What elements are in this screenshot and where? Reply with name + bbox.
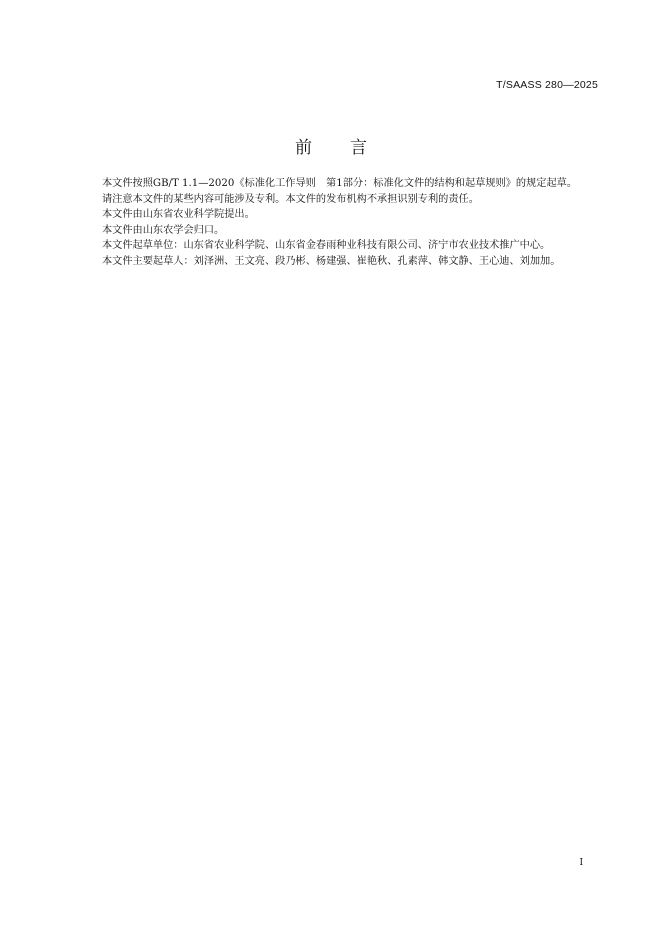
paragraph-administrator: 本文件由山东农学会归口。 (102, 224, 225, 236)
paragraph-patent-notice: 请注意本文件的某些内容可能涉及专利。本文件的发布机构不承担识别专利的责任。 (102, 193, 479, 205)
paragraph-proposer: 本文件由山东省农业科学院提出。 (102, 209, 255, 220)
paragraph-drafting-basis: 本文件按照GB/T 1.1—2020《标准化工作导则 第1部分：标准化文件的结构和起草规则》的规定起草。 (102, 178, 578, 189)
paragraph-main-drafters: 本文件主要起草人：刘泽洲、王文亮、段乃彬、杨建强、崔艳秋、孔素萍、韩文静、王心迪、刘加加。 (102, 255, 561, 267)
paragraph-drafting-units: 本文件起草单位：山东省农业科学院、山东省金春雨种业科技有限公司、济宁市农业技术推广中心。 (102, 240, 551, 251)
document-code: T/SAASS 280—2025 (496, 79, 598, 91)
document-body (80, 176, 600, 269)
page-number: I (579, 858, 583, 868)
page-title: 前言 (295, 138, 405, 158)
